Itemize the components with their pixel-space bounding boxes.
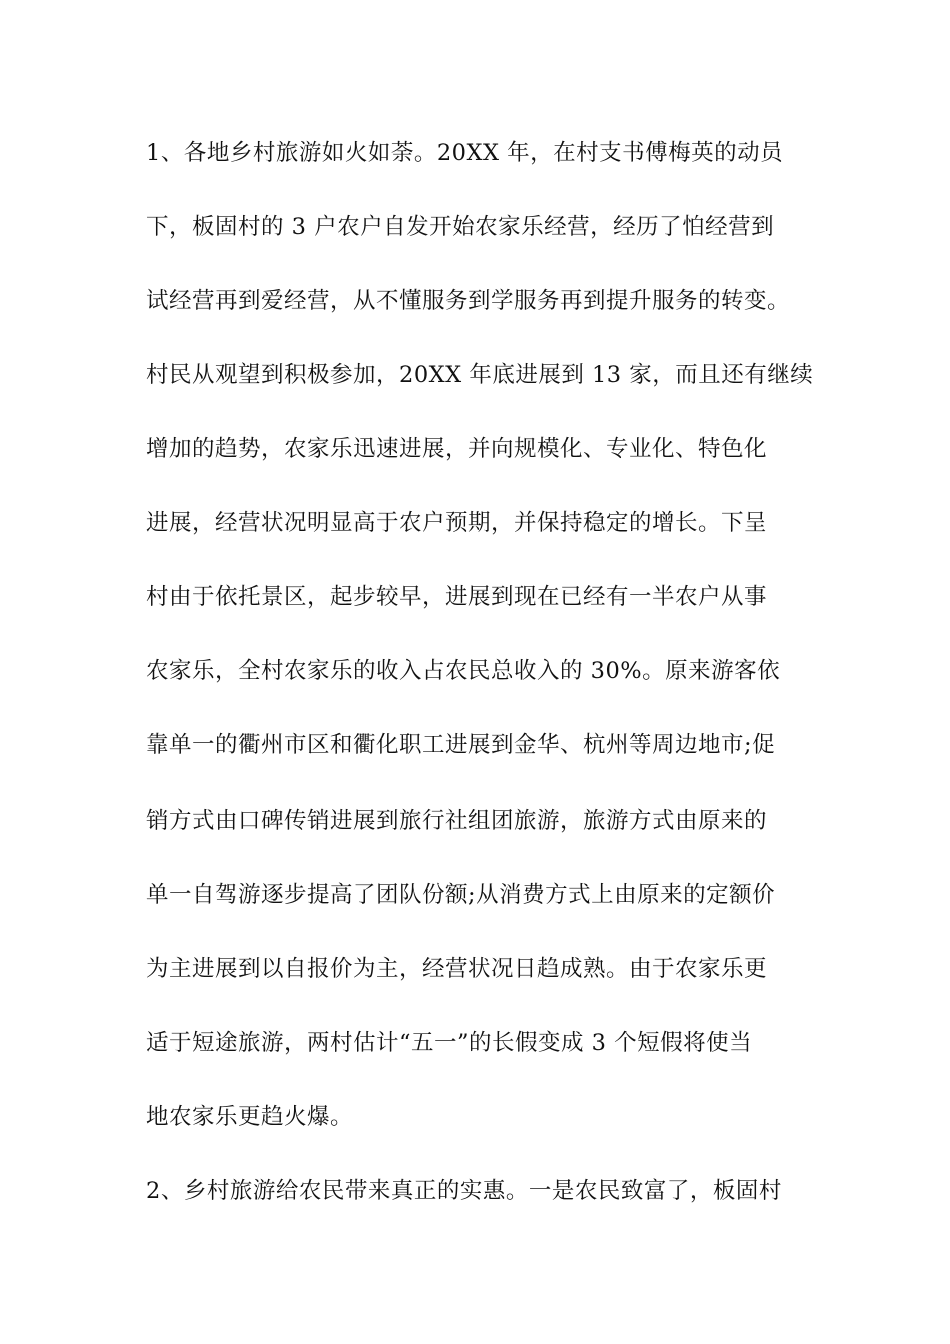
- text-line: 2、乡村旅游给农民带来真正的实惠。一是农民致富了，板固村: [146, 1178, 782, 1204]
- text-line: 1、各地乡村旅游如火如荼。20XX 年，在村支书傅梅英的动员: [146, 140, 784, 166]
- text-line: 农家乐，全村农家乐的收入占农民总收入的 30%。原来游客依: [146, 658, 781, 684]
- text-line: 地农家乐更趋火爆。: [146, 1104, 354, 1130]
- text-line: 增加的趋势，农家乐迅速进展，并向规模化、专业化、特色化: [146, 436, 768, 462]
- text-line: 适于短途旅游，两村估计“五一”的长假变成 3 个短假将使当: [146, 1030, 753, 1056]
- text-line: 单一自驾游逐步提高了团队份额;从消费方式上由原来的定额价: [146, 882, 776, 908]
- text-line: 下，板固村的 3 户农户自发开始农家乐经营，经历了怕经营到: [146, 214, 775, 240]
- text-line: 进展，经营状况明显高于农户预期，并保持稳定的增长。下呈: [146, 510, 768, 536]
- text-line: 试经营再到爱经营，从不懂服务到学服务再到提升服务的转变。: [146, 288, 791, 314]
- text-line: 销方式由口碑传销进展到旅行社组团旅游，旅游方式由原来的: [146, 808, 768, 834]
- text-line: 靠单一的衢州市区和衢化职工进展到金华、杭州等周边地市;促: [146, 732, 776, 758]
- text-line: 为主进展到以自报价为主，经营状况日趋成熟。由于农家乐更: [146, 956, 768, 982]
- text-line: 村由于依托景区，起步较早，进展到现在已经有一半农户从事: [146, 584, 768, 610]
- text-line: 村民从观望到积极参加，20XX 年底进展到 13 家，而且还有继续: [146, 362, 814, 388]
